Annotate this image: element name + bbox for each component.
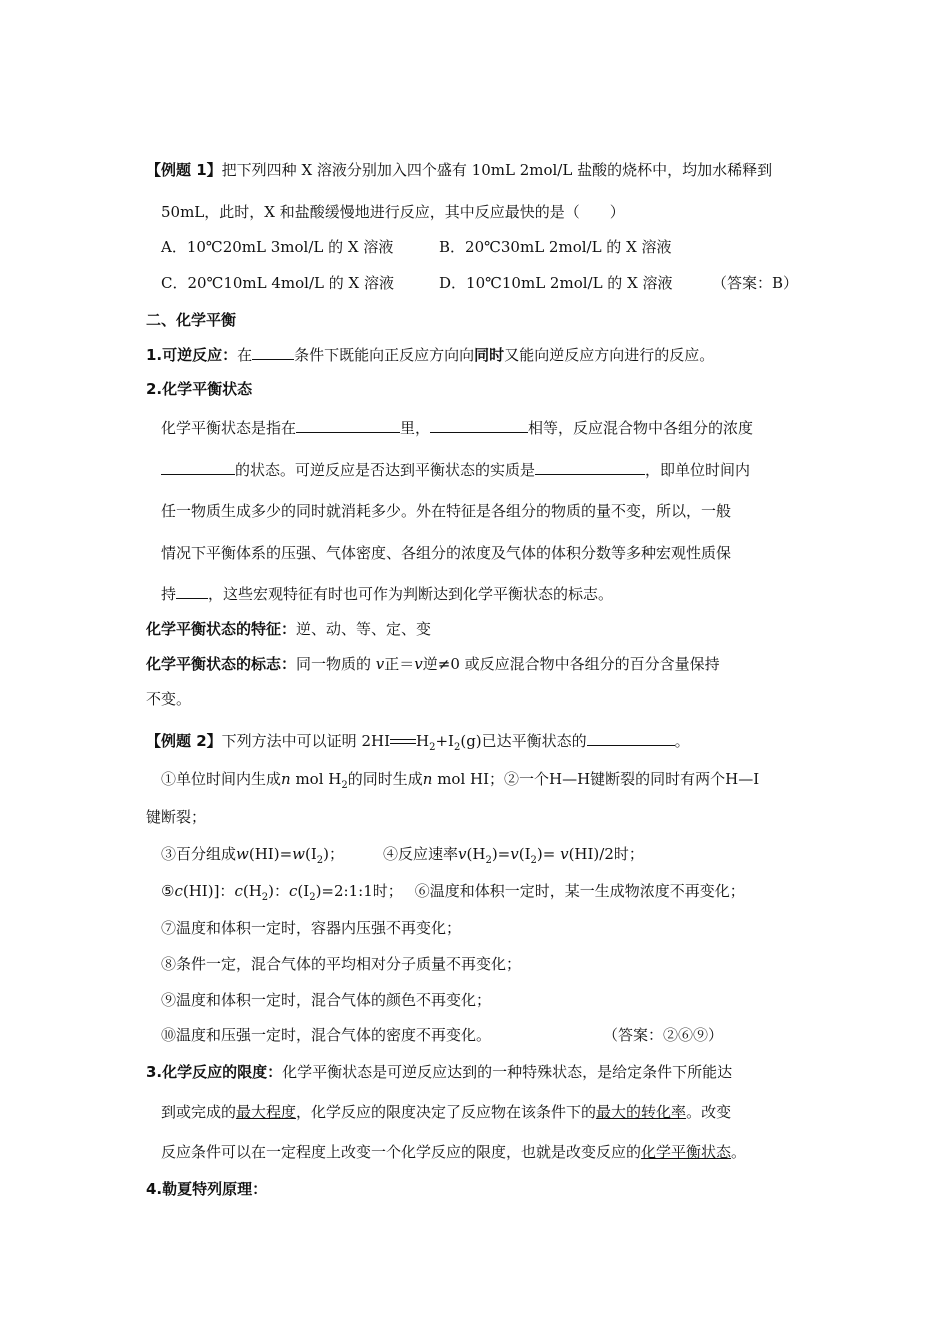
para-line: 情况下平衡体系的压强、气体密度、各组分的浓度及气体的体积分数等多种宏观性质保 — [161, 544, 732, 562]
subscript: 2 — [309, 892, 316, 903]
text: 。 — [674, 732, 690, 750]
text: 化学平衡状态是指在 — [161, 419, 297, 437]
blank — [587, 729, 675, 746]
question-text: 50mL，此时，X 和盐酸缓慢地进行反应，其中反应最快的是（ ） — [161, 203, 625, 221]
blank — [252, 343, 294, 360]
symbol: c — [289, 882, 298, 900]
symbol: v — [375, 655, 385, 673]
option-b — [439, 236, 672, 258]
example-tag: 【例题 2】 — [146, 732, 222, 750]
symbol: v — [458, 845, 467, 863]
text: ，这些宏观特征有时也可作为判断达到化学平衡状态的标志。 — [208, 585, 614, 603]
item-title: 4.勒夏特列原理： — [146, 1180, 268, 1198]
text: )=2:1:1时； — [315, 882, 403, 900]
text: ，即单位时间内 — [645, 461, 751, 479]
blank — [430, 416, 528, 433]
text: 同一物质的 — [296, 655, 376, 673]
symbol: w — [292, 845, 305, 863]
answer-text: （答案：B） — [712, 274, 799, 292]
limit-line-1 — [146, 1061, 732, 1083]
text: 。 — [731, 1143, 747, 1161]
option-text: B．20℃30mL 2mol/L 的 X 溶液 — [439, 238, 672, 256]
text: )= — [536, 845, 561, 863]
text: 的状态。可逆反应是否达到平衡状态的实质是 — [235, 461, 536, 479]
statement-8: ⑧条件一定，混合气体的平均相对分子质量不再变化； — [161, 955, 522, 973]
subscript: 2 — [530, 855, 537, 866]
text: ③百分组成 — [161, 845, 237, 863]
text: 逆≠0 或反应混合物中各组分的百分含量保持 — [422, 655, 720, 673]
text: ⑤ — [161, 882, 175, 900]
text: 条件下既能向正反应方向向 — [294, 346, 475, 364]
text: (H — [466, 845, 486, 863]
subscript: 2 — [316, 855, 324, 866]
symbol: w — [236, 845, 249, 863]
question-text: 把下列四种 X 溶液分别加入四个盛有 10mL 2mol/L 盐酸的烧杯中，均加水稀释到 — [221, 161, 773, 179]
symbol: n — [281, 770, 291, 788]
marks-line — [146, 653, 720, 675]
blank — [176, 582, 208, 599]
text: H — [416, 732, 430, 750]
text: 逆、动、等、定、变 — [296, 620, 432, 638]
statement-9: ⑨温度和体积一定时，混合气体的颜色不再变化； — [161, 991, 492, 1009]
para-line — [161, 416, 753, 439]
para-line: 任一物质生成多少的同时就消耗多少。外在特征是各组分的物质的量不变，所以，一般 — [161, 502, 732, 520]
symbol: v — [510, 845, 519, 863]
example1-line2 — [161, 201, 625, 223]
subscript: 2 — [261, 892, 269, 903]
text: mol HI；②一个H—H键断裂的同时有两个H—I — [432, 770, 760, 788]
option-text: C．20℃10mL 4mol/L 的 X 溶液 — [161, 274, 394, 292]
item-title: 2.化学平衡状态 — [146, 380, 253, 398]
blank — [535, 458, 645, 475]
text: ⑥温度和体积一定时，某一生成物浓度不再变化； — [414, 882, 745, 900]
option-text: D．10℃10mL 2mol/L 的 X 溶液 — [439, 274, 673, 292]
text: +I — [435, 732, 454, 750]
text: ④反应速率 — [383, 845, 459, 863]
text: (I — [297, 882, 310, 900]
text: 正＝ — [384, 655, 415, 673]
example-tag: 【例题 1】 — [146, 161, 222, 179]
item-title: 3.化学反应的限度： — [146, 1063, 283, 1081]
answer-1 — [712, 272, 798, 294]
text: )： — [268, 882, 290, 900]
text: 的同时生成 — [347, 770, 423, 788]
subscript: 2 — [341, 780, 348, 791]
text: 里， — [400, 419, 431, 437]
label: 化学平衡状态的标志： — [146, 655, 297, 673]
option-text: A．10℃20mL 3mol/L 的 X 溶液 — [161, 238, 394, 256]
text: (I — [304, 845, 317, 863]
item-title: 1.可逆反应： — [146, 346, 238, 364]
blank — [296, 416, 400, 433]
underlined-term: 最大程度 — [236, 1103, 297, 1121]
statement-3 — [161, 843, 344, 872]
answer-2: （答案：②⑥⑨） — [603, 1026, 724, 1044]
text: 下列方法中可以证明 2HI — [221, 732, 390, 750]
text: 相等，反应混合物中各组分的浓度 — [528, 419, 754, 437]
symbol: c — [234, 882, 243, 900]
blank — [161, 458, 235, 475]
text: 持 — [161, 585, 177, 603]
text: 在 — [237, 346, 253, 364]
statement-1-2 — [161, 768, 759, 797]
statement-5-6 — [161, 880, 745, 909]
option-d — [439, 272, 673, 294]
example2-line — [146, 729, 690, 759]
text: (HI)= — [248, 845, 293, 863]
symbol: v — [560, 845, 569, 863]
text: (H — [242, 882, 262, 900]
underlined-term: 化学平衡状态 — [641, 1143, 732, 1161]
text: (HI)/2时； — [568, 845, 644, 863]
text: mol H — [290, 770, 342, 788]
text: 反应条件可以在一定程度上改变一个化学反应的限度，也就是改变反应的 — [161, 1143, 642, 1161]
equilibrium-arrow-icon — [390, 737, 416, 747]
text: 化学平衡状态是可逆反应达到的一种特殊状态，是给定条件下所能达 — [282, 1063, 733, 1081]
symbol: v — [414, 655, 423, 673]
statement-7: ⑦温度和体积一定时，容器内压强不再变化； — [161, 919, 462, 937]
section-heading: 二、化学平衡 — [146, 311, 237, 329]
example1-line1 — [146, 159, 772, 181]
reversible-reaction — [146, 343, 714, 366]
symbol: c — [174, 882, 183, 900]
text: )； — [323, 845, 344, 863]
subscript: 2 — [453, 742, 461, 753]
text: ，化学反应的限度决定了反应物在该条件下的 — [296, 1103, 597, 1121]
subscript: 2 — [429, 742, 436, 753]
marks-line-2: 不变。 — [146, 690, 192, 708]
text: (HI)]： — [182, 882, 235, 900]
features-line — [146, 618, 431, 640]
text: (g)已达平衡状态的 — [460, 732, 587, 750]
text: ①单位时间内生成 — [161, 770, 282, 788]
option-a — [161, 236, 393, 258]
text: 到或完成的 — [161, 1103, 237, 1121]
symbol: n — [422, 770, 433, 788]
text: )= — [491, 845, 511, 863]
label: 化学平衡状态的特征： — [146, 620, 297, 638]
limit-line-3 — [161, 1141, 746, 1163]
statement-4 — [383, 843, 644, 872]
underlined-term: 最大的转化率 — [596, 1103, 687, 1121]
limit-line-2 — [161, 1101, 731, 1123]
para-line — [161, 582, 613, 605]
statement-10: ⑩温度和压强一定时，混合气体的密度不再变化。 — [161, 1026, 492, 1044]
para-line — [161, 458, 750, 481]
statement-2-cont: 键断裂； — [146, 808, 207, 826]
emphasis: 同时 — [474, 346, 505, 364]
text: 又能向逆反应方向进行的反应。 — [504, 346, 715, 364]
subscript: 2 — [485, 855, 492, 866]
text: (I — [518, 845, 531, 863]
option-c — [161, 272, 394, 294]
text: 。改变 — [686, 1103, 732, 1121]
